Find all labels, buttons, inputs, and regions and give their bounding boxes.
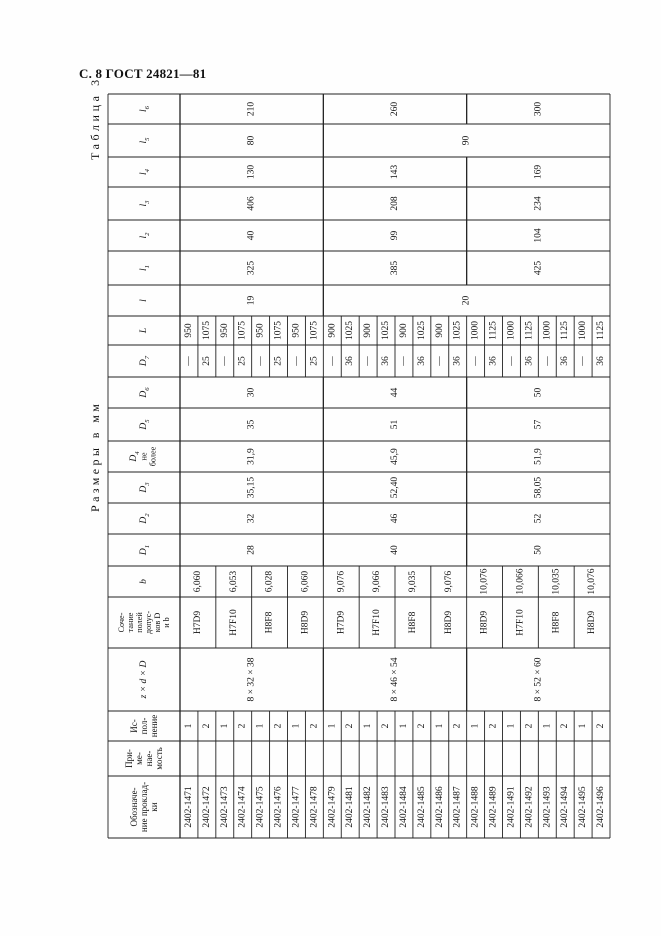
cell-D7: —: [183, 356, 194, 366]
cell-l6: 210: [246, 101, 257, 117]
cell-fit: H8F8: [407, 611, 418, 634]
header-l1: $l_1$: [139, 265, 151, 271]
cell-l: 19: [246, 295, 257, 306]
cell-b: 6,060: [192, 570, 203, 593]
cell-b: 10,076: [587, 568, 598, 595]
cell-L: 1000: [578, 321, 589, 340]
cell-D2: 46: [390, 513, 400, 524]
cell-D1: 50: [533, 545, 544, 555]
cell-fit: H8D9: [443, 610, 454, 635]
cell-b: 10,035: [551, 568, 562, 595]
cell-b: 10,076: [479, 568, 490, 595]
header-D6: $D_6$: [139, 387, 151, 398]
header-l5: $l_5$: [139, 137, 151, 144]
cell-D7: —: [219, 356, 230, 366]
cell-b: 6,028: [264, 570, 275, 593]
cell-D2: 52: [533, 513, 544, 524]
header-D7: $D_7$: [139, 355, 151, 367]
cell-D5: 57: [533, 419, 544, 430]
dimensions-label: Размеры в мм: [88, 400, 102, 512]
header-designation: Обозначе-: [129, 787, 140, 827]
cell-execution: 2: [237, 723, 248, 729]
cell-execution: 1: [255, 723, 266, 729]
cell-designation: 2402-1475: [255, 786, 266, 828]
cell-D7: —: [398, 356, 409, 366]
cell-execution: 2: [273, 723, 284, 729]
cell-designation: 2402-1496: [596, 786, 607, 828]
cell-D7: —: [291, 356, 302, 366]
cell-execution: 1: [219, 723, 230, 729]
cell-designation: 2402-1477: [291, 786, 302, 828]
cell-L: 1000: [470, 321, 481, 340]
cell-D7: 36: [560, 356, 571, 366]
header-D4-note: не: [139, 452, 149, 461]
cell-D7: —: [542, 356, 553, 366]
header-fit: допус-: [144, 610, 154, 635]
cell-designation: 2402-1476: [273, 786, 284, 828]
cell-execution: 2: [488, 723, 499, 729]
header-D5: $D_5$: [139, 419, 151, 430]
cell-designation: 2402-1487: [452, 786, 463, 828]
cell-L: 900: [363, 323, 374, 338]
cell-L: 900: [327, 323, 338, 338]
cell-D7: —: [578, 356, 589, 366]
cell-l4: 143: [390, 164, 400, 180]
cell-D7: —: [506, 356, 517, 366]
cell-designation: 2402-1489: [488, 786, 499, 828]
cell-D6: 50: [533, 387, 544, 398]
cell-D7: 25: [273, 356, 284, 366]
cell-D4: 51,9: [533, 448, 544, 465]
cell-D3: 52,40: [390, 476, 400, 499]
header-D1: $D_1$: [139, 544, 151, 556]
cell-D7: 36: [452, 356, 463, 366]
cell-execution: 2: [524, 723, 535, 729]
cell-l5: 80: [246, 135, 257, 146]
cell-b: 9,076: [336, 570, 347, 593]
cell-fit: H8F8: [551, 611, 562, 634]
cell-execution: 2: [452, 723, 463, 729]
cell-zdD: 8 × 32 × 38: [246, 657, 257, 702]
cell-L: 900: [434, 323, 445, 338]
header-execution: нение: [148, 714, 159, 738]
cell-designation: 2402-1482: [363, 786, 374, 828]
cell-l1: 425: [533, 260, 544, 276]
cell-designation: 2402-1485: [416, 786, 427, 828]
cell-execution: 1: [183, 723, 194, 729]
cell-execution: 1: [434, 723, 445, 729]
header-D2: $D_2$: [139, 513, 151, 524]
cell-l4: 169: [533, 164, 544, 180]
cell-fit: H8D9: [479, 610, 490, 635]
cell-l1: 325: [246, 260, 257, 276]
cell-b: 6,060: [300, 570, 311, 593]
header-designation: ки: [148, 802, 159, 812]
header-fit: ков D: [153, 612, 163, 633]
cell-b: 9,035: [407, 570, 418, 593]
cell-fit: H7D9: [192, 610, 203, 635]
cell-L: 950: [291, 323, 302, 338]
header-fit: Соче-: [116, 612, 126, 633]
header-fit: тание: [125, 612, 135, 633]
cell-b: 10,066: [515, 568, 526, 595]
header-applicability: мость: [153, 747, 164, 770]
cell-fit: H7F10: [228, 609, 239, 636]
cell-execution: 1: [542, 723, 553, 729]
header-l: l: [139, 299, 149, 302]
cell-designation: 2402-1472: [201, 786, 212, 828]
cell-L: 1125: [560, 321, 571, 340]
cell-execution: 2: [560, 723, 571, 729]
cell-designation: 2402-1479: [327, 786, 338, 828]
cell-designation: 2402-1484: [398, 786, 409, 828]
table-label: Таблица 3: [88, 76, 102, 160]
cell-execution: 1: [578, 723, 589, 729]
cell-zdD: 8 × 46 × 54: [390, 657, 400, 702]
cell-L: 1075: [201, 321, 212, 340]
cell-D6: 44: [390, 387, 400, 398]
cell-l3: 406: [246, 196, 257, 211]
header-L: L: [139, 327, 149, 334]
cell-execution: 1: [327, 723, 338, 729]
cell-designation: 2402-1483: [381, 786, 392, 828]
cell-D7: 36: [596, 356, 607, 366]
cell-designation: 2402-1478: [309, 786, 320, 828]
cell-execution: 1: [363, 723, 374, 729]
header-D3: $D_3$: [139, 482, 151, 493]
cell-D3: 58,05: [533, 476, 544, 499]
cell-D7: —: [255, 356, 266, 366]
cell-designation: 2402-1493: [542, 786, 553, 828]
cell-execution: 2: [596, 723, 607, 729]
header-applicability: При-: [124, 749, 135, 768]
cell-l3: 208: [390, 196, 400, 211]
page-header: С. 8 ГОСТ 24821—81: [79, 66, 207, 81]
header-designation: ние проклад-: [139, 781, 149, 833]
cell-L: 1025: [452, 321, 463, 340]
cell-designation: 2402-1491: [506, 786, 517, 828]
cell-D7: 25: [309, 356, 320, 366]
cell-fit: H8D9: [587, 610, 598, 635]
cell-L: 900: [398, 323, 409, 338]
cell-l2: 99: [390, 230, 400, 241]
cell-L: 1125: [524, 321, 535, 340]
header-execution: Ис-: [129, 719, 140, 733]
cell-fit: H8D9: [300, 610, 311, 635]
cell-D5: 51: [390, 419, 400, 430]
cell-D7: 36: [345, 356, 356, 366]
cell-D2: 32: [246, 513, 257, 524]
cell-L: 1075: [237, 321, 248, 340]
header-fit: и b: [162, 617, 172, 628]
header-D4-note: более: [148, 446, 158, 467]
cell-D7: —: [363, 356, 374, 366]
cell-L: 1025: [381, 321, 392, 340]
cell-designation: 2402-1488: [470, 786, 481, 828]
cell-execution: 2: [381, 723, 392, 729]
cell-D7: 36: [524, 356, 535, 366]
header-applicability: нае-: [143, 750, 154, 767]
cell-l6: 260: [390, 101, 400, 117]
header-D4: $D_4$: [129, 451, 141, 462]
header-l4: $l_4$: [139, 169, 151, 175]
cell-designation: 2402-1494: [560, 786, 571, 828]
cell-L: 1000: [542, 321, 553, 340]
cell-L: 950: [255, 323, 266, 338]
cell-execution: 1: [398, 723, 409, 729]
cell-designation: 2402-1486: [434, 786, 445, 828]
cell-D7: —: [434, 356, 445, 366]
cell-l5-merged: 90: [461, 135, 472, 146]
cell-D7: —: [470, 356, 481, 366]
cell-L: 1075: [273, 321, 284, 340]
cell-execution: 1: [291, 723, 302, 729]
cell-L: 950: [219, 323, 230, 338]
header-fit: полей: [134, 612, 144, 633]
cell-fit: H8F8: [264, 611, 275, 634]
cell-execution: 1: [506, 723, 517, 729]
cell-execution: 2: [345, 723, 356, 729]
cell-L: 1025: [345, 321, 356, 340]
cell-fit: H7D9: [336, 610, 347, 635]
cell-execution: 2: [309, 723, 320, 729]
header-l2: $l_2$: [139, 232, 151, 239]
cell-L: 1000: [506, 321, 517, 340]
cell-L: 1025: [416, 321, 427, 340]
cell-D7: 25: [237, 356, 248, 366]
cell-l1: 385: [390, 260, 400, 276]
cell-designation: 2402-1481: [345, 786, 356, 828]
cell-D7: —: [327, 356, 338, 366]
cell-zdD: 8 × 52 × 60: [533, 657, 544, 702]
cell-D6: 30: [246, 387, 257, 398]
cell-l2: 104: [533, 228, 544, 243]
cell-L: 1125: [488, 321, 499, 340]
cell-fit: H7F10: [515, 609, 526, 636]
header-b: b: [139, 579, 149, 584]
cell-D7: 36: [416, 356, 427, 366]
cell-D1: 28: [246, 545, 257, 555]
cell-execution: 2: [416, 723, 427, 729]
cell-fit: H7F10: [372, 609, 383, 636]
cell-D7: 36: [488, 356, 499, 366]
cell-l6: 300: [533, 101, 544, 117]
cell-D4: 45,9: [390, 448, 400, 465]
cell-l2: 40: [246, 230, 257, 241]
header-execution: пол-: [139, 717, 149, 735]
cell-execution: 1: [470, 723, 481, 729]
cell-l-merged: 20: [461, 295, 472, 306]
cell-b: 9,066: [372, 570, 383, 593]
cell-D4: 31,9: [246, 448, 257, 465]
cell-l3: 234: [533, 196, 544, 211]
cell-D3: 35,15: [246, 476, 257, 499]
cell-designation: 2402-1473: [219, 786, 230, 828]
header-applicability: ме-: [134, 752, 145, 765]
header-l6: $l_6$: [139, 106, 151, 112]
cell-L: 1075: [309, 321, 320, 340]
cell-D5: 35: [246, 419, 257, 430]
cell-designation: 2402-1471: [183, 786, 194, 828]
cell-D7: 25: [201, 356, 212, 366]
cell-execution: 2: [201, 723, 212, 729]
cell-designation: 2402-1474: [237, 786, 248, 828]
cell-D7: 36: [381, 356, 392, 366]
cell-designation: 2402-1492: [524, 786, 535, 828]
cell-designation: 2402-1495: [578, 786, 589, 828]
header-l3: $l_3$: [139, 200, 151, 207]
cell-l4: 130: [246, 164, 257, 180]
cell-b: 6,053: [228, 570, 239, 593]
cell-b: 9,076: [443, 570, 454, 593]
cell-L: 1125: [596, 321, 607, 340]
cell-L: 950: [183, 323, 194, 338]
header-zdD: z × d × D: [139, 660, 149, 699]
cell-D1: 40: [390, 545, 400, 555]
